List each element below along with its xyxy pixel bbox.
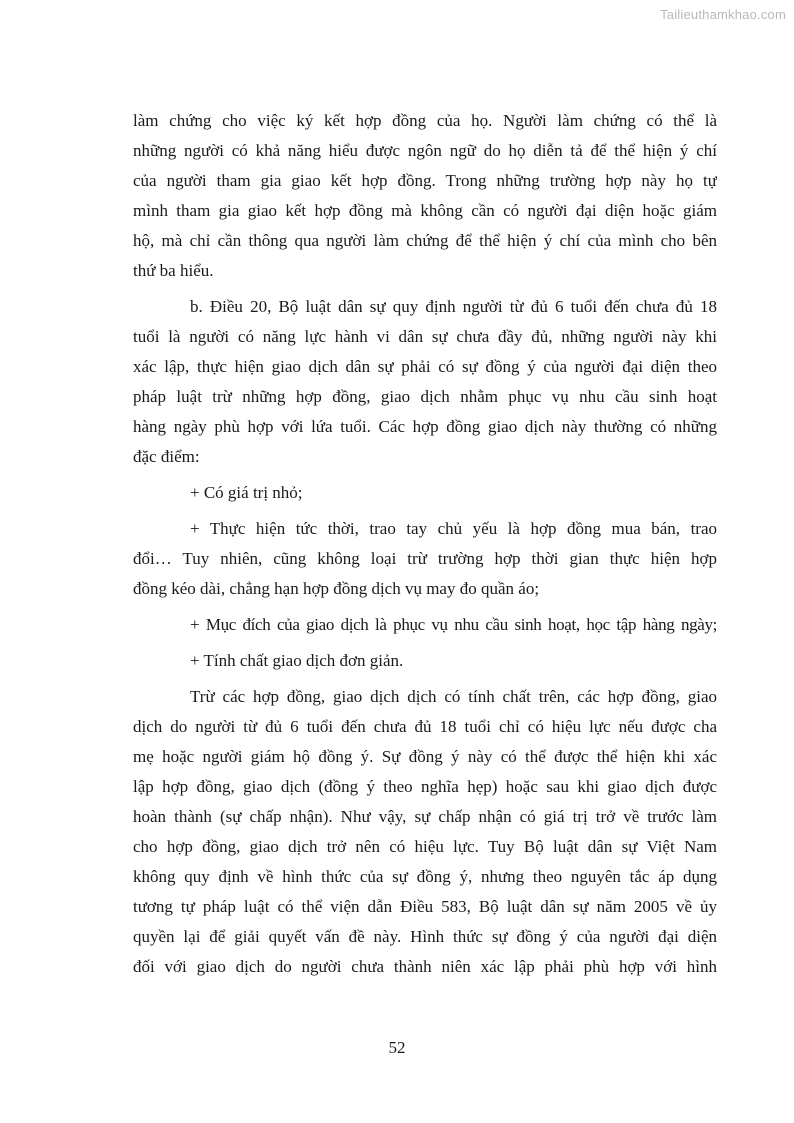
text-line: hoàn thành (sự chấp nhận). Như vậy, sự chấp nhận có giá trị trở về trước làm	[133, 807, 717, 826]
text-line: đặc điểm:	[133, 447, 200, 466]
text-line: lập hợp đồng, giao dịch (đồng ý theo nghĩa hẹp) hoặc sau khi giao dịch được	[133, 777, 717, 796]
watermark-text: Tailieuthamkhao.com	[660, 7, 786, 22]
paragraph	[133, 106, 717, 286]
text-line: + Có giá trị nhỏ;	[190, 483, 303, 502]
paragraph	[133, 292, 717, 472]
list-item	[133, 646, 717, 676]
text-line: không quy định về hình thức của sự đồng ý, nhưng theo nguyên tắc áp dụng	[133, 867, 717, 886]
text-line: của người tham gia giao kết hợp đồng. Trong những trường hợp này họ tự	[133, 171, 717, 190]
text-line: b. Điều 20, Bộ luật dân sự quy định người từ đủ 6 tuổi đến chưa đủ 18	[190, 297, 717, 316]
text-line: quyền lại để giải quyết vấn đề này. Hình thức sự đồng ý của người đại diện	[133, 927, 717, 946]
text-line: + Tính chất giao dịch đơn giản.	[190, 651, 404, 670]
text-line: dịch do người từ đủ 6 tuổi đến chưa đủ 18 tuổi chỉ có hiệu lực nếu được cha	[133, 717, 717, 736]
text-line: + Mục đích của giao dịch là phục vụ nhu cầu sinh hoạt, học tập hàng ngày;	[190, 615, 717, 634]
text-line: hàng ngày phù hợp với lứa tuổi. Các hợp đồng giao dịch này thường có những	[133, 417, 717, 436]
list-item	[133, 478, 717, 508]
text-line: tuổi là người có năng lực hành vi dân sự chưa đầy đủ, những người này khi	[133, 327, 717, 346]
text-line: đổi… Tuy nhiên, cũng không loại trừ trường hợp thời gian thực hiện hợp	[133, 549, 717, 568]
paragraph	[133, 682, 717, 982]
text-line: + Thực hiện tức thời, trao tay chủ yếu là hợp đồng mua bán, trao	[190, 519, 717, 538]
page-number: 52	[388, 1038, 406, 1057]
text-line: hộ, mà chỉ cần thông qua người làm chứng để thể hiện ý chí của mình cho bên	[133, 231, 717, 250]
text-line: tương tự pháp luật có thể viện dẫn Điều 583, Bộ luật dân sự năm 2005 về ủy	[133, 897, 717, 916]
text-line: pháp luật trừ những hợp đồng, giao dịch nhằm phục vụ nhu cầu sinh hoạt	[133, 387, 717, 406]
list-item	[133, 610, 717, 640]
text-line: làm chứng cho việc ký kết hợp đồng của họ. Người làm chứng có thể là	[133, 111, 717, 130]
text-line: đối với giao dịch do người chưa thành niên xác lập phải phù hợp với hình	[133, 957, 717, 976]
text-line: cho hợp đồng, giao dịch trở nên có hiệu lực. Tuy Bộ luật dân sự Việt Nam	[133, 837, 717, 856]
document-body	[133, 106, 717, 988]
text-line: những người có khả năng hiểu được ngôn ngữ do họ diễn tả để thể hiện ý chí	[133, 141, 717, 160]
list-item	[133, 514, 717, 604]
text-line: thứ ba hiểu.	[133, 261, 214, 280]
text-line: xác lập, thực hiện giao dịch dân sự phải có sự đồng ý của người đại diện theo	[133, 357, 717, 376]
text-line: Trừ các hợp đồng, giao dịch dịch có tính chất trên, các hợp đồng, giao	[190, 687, 717, 706]
text-line: mẹ hoặc người giám hộ đồng ý. Sự đồng ý này có thể được thể hiện khi xác	[133, 747, 717, 766]
text-line: đồng kéo dài, chẳng hạn hợp đồng dịch vụ may đo quần áo;	[133, 579, 540, 598]
text-line: mình tham gia giao kết hợp đồng mà không cần có người đại diện hoặc giám	[133, 201, 717, 220]
